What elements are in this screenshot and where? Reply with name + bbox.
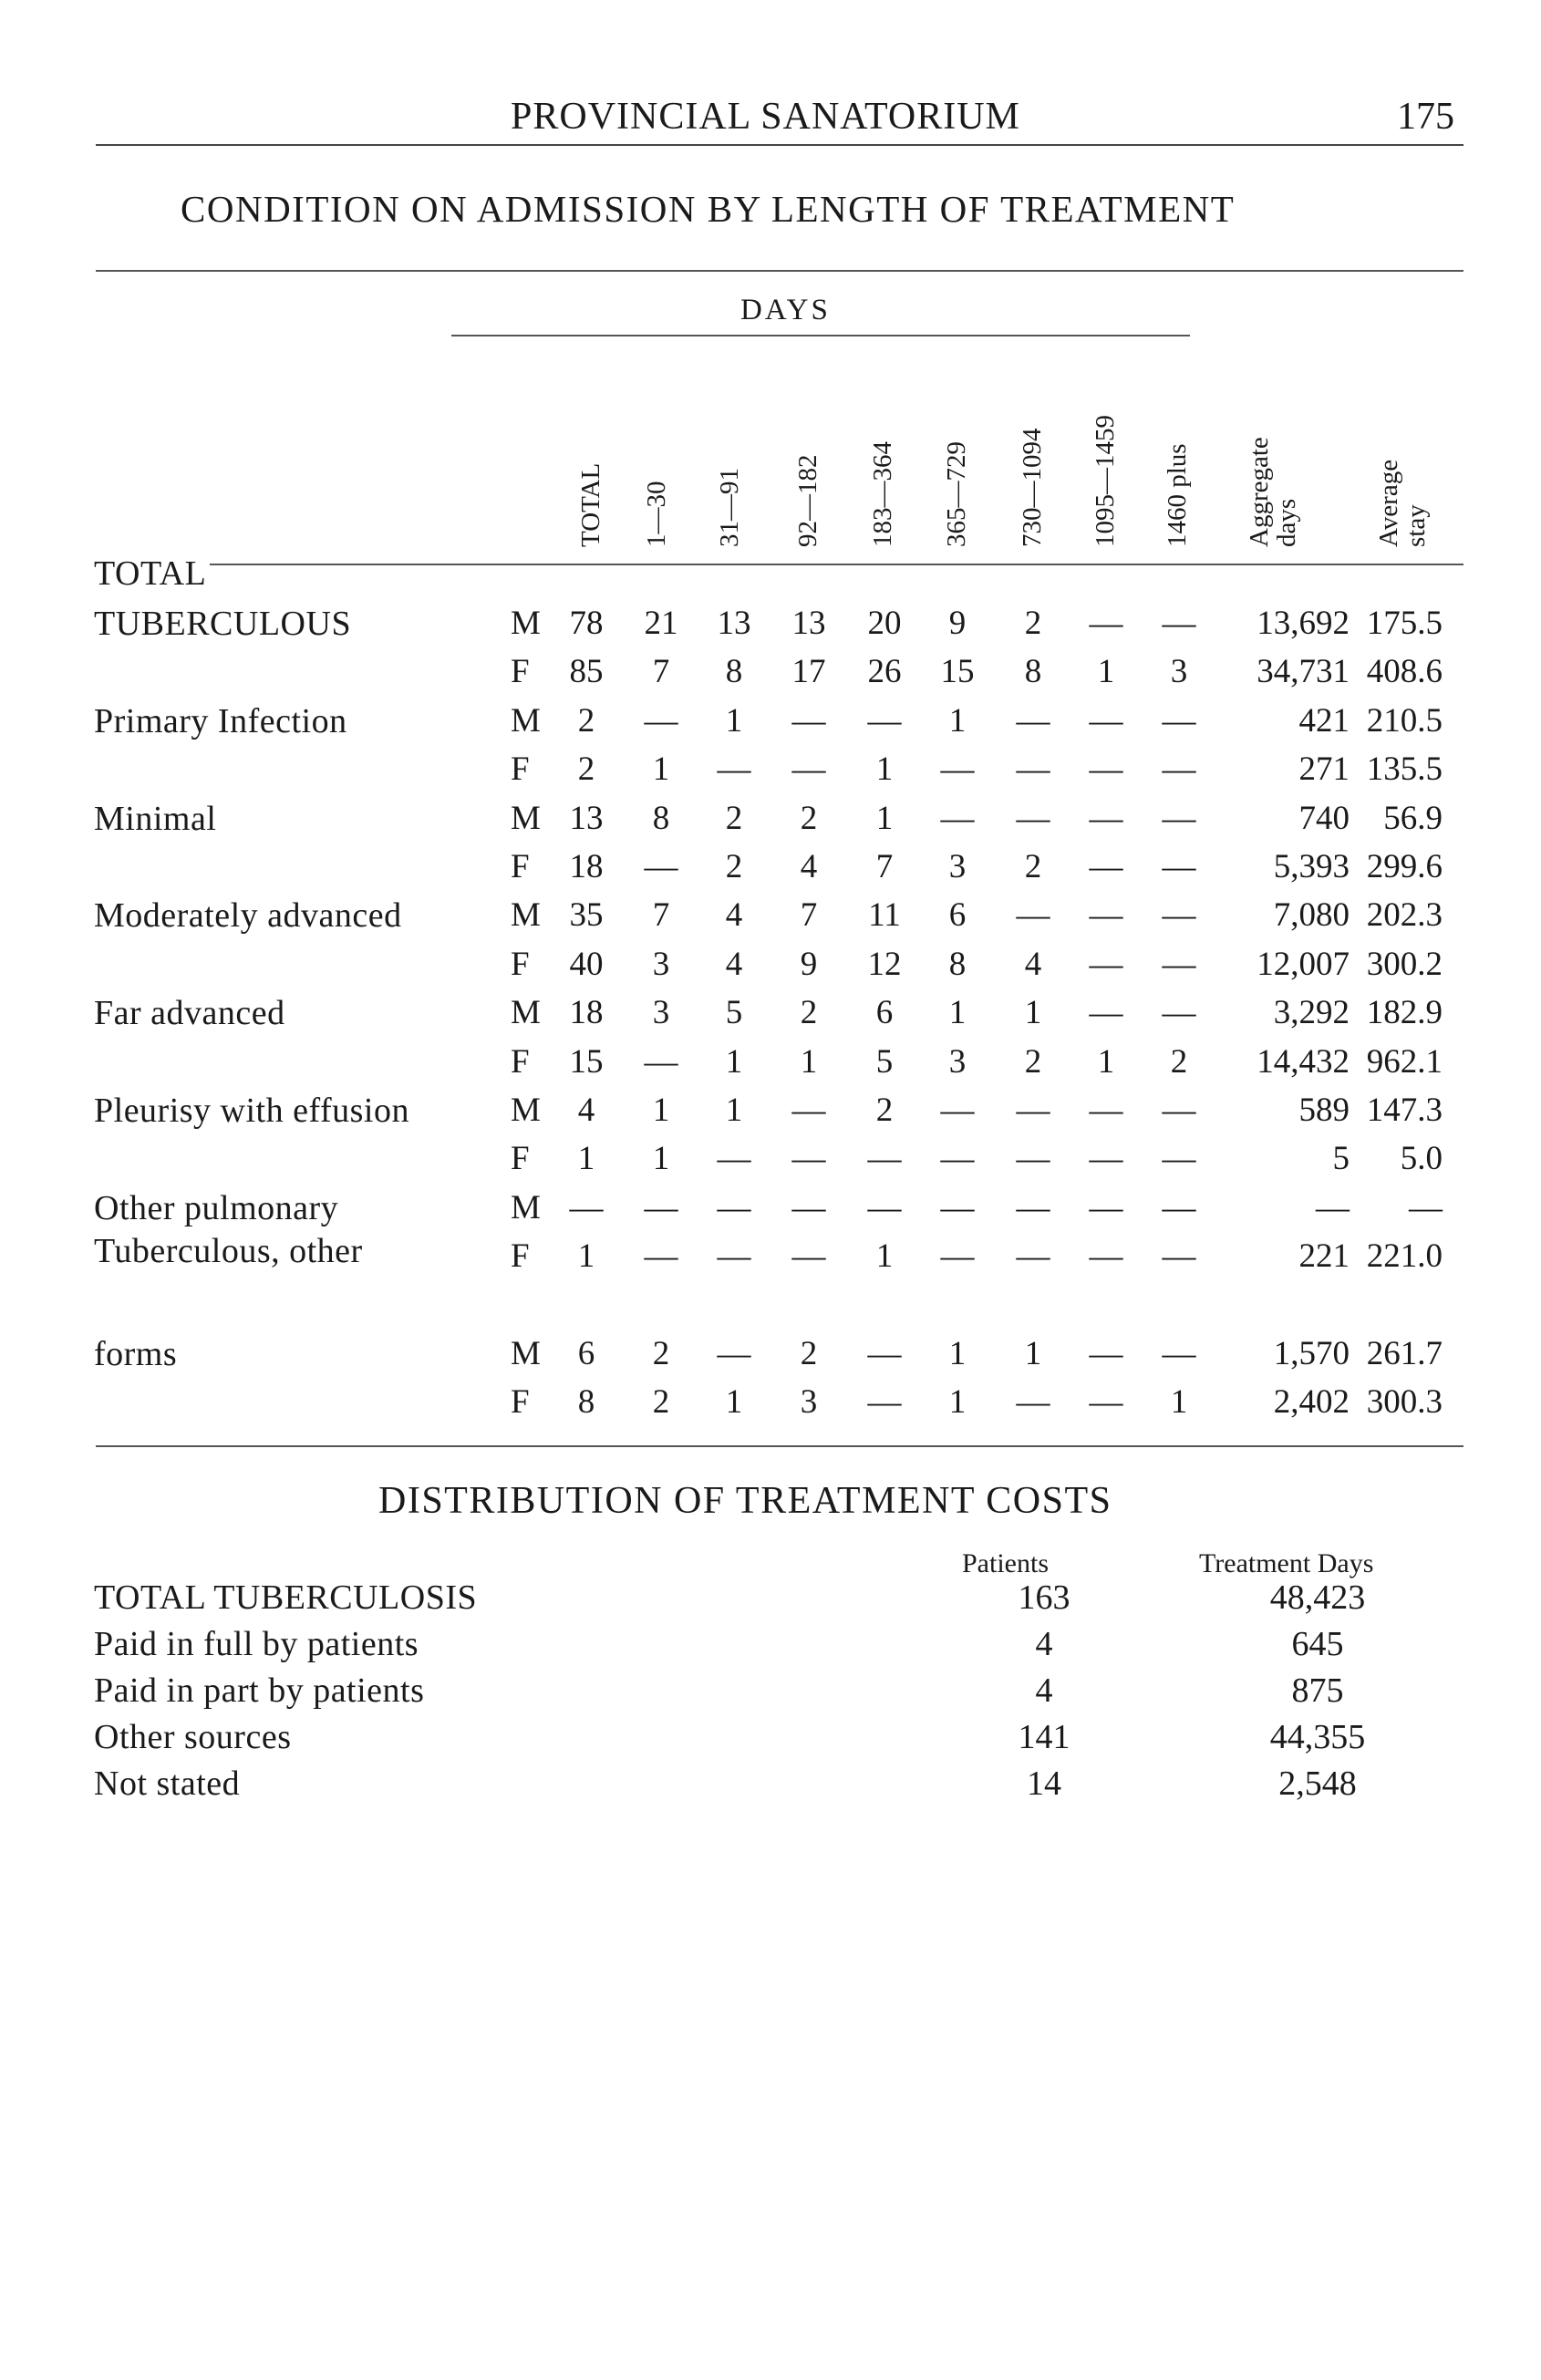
table-cell: 7	[875, 848, 894, 885]
costs-row-label: TOTAL TUBERCULOSIS	[94, 1578, 478, 1617]
treatment-days-value: 875	[1291, 1671, 1344, 1710]
table-cell: 2	[800, 1335, 818, 1372]
table-cell: —	[1016, 1237, 1050, 1276]
table-cell: —	[1409, 1188, 1443, 1226]
row-label-text: forms	[94, 1335, 178, 1373]
table-cell: —	[1162, 1092, 1196, 1129]
table-cell: 182.9	[1366, 994, 1443, 1032]
table-cell: 4	[577, 1092, 595, 1129]
table-cell: 271	[1298, 750, 1350, 789]
table-cell: 5	[1332, 1140, 1350, 1178]
table-cell: 4	[800, 848, 818, 885]
column-header: 730—1094	[1018, 428, 1047, 547]
costs-row-label: Not stated	[94, 1764, 241, 1803]
table-cell: 1	[948, 701, 967, 740]
table-cell: —	[867, 701, 902, 740]
column-header: Aggregate days	[1245, 437, 1301, 547]
table-cell: —	[1089, 1335, 1123, 1372]
table-cell: —	[1089, 701, 1123, 740]
table-cell: 3	[652, 994, 670, 1032]
table-cell: —	[717, 750, 751, 789]
table-cell: 1	[1097, 1042, 1115, 1081]
sex-label: F	[511, 750, 530, 789]
table-cell: 1	[725, 701, 743, 740]
header-bottom-rule	[210, 564, 1463, 565]
table-cell: 1	[725, 1042, 743, 1081]
table-cell: —	[867, 1335, 902, 1372]
table-cell: —	[569, 1188, 604, 1226]
table-cell: 14,432	[1257, 1042, 1350, 1081]
table-cell: 210.5	[1366, 701, 1443, 740]
days-rule	[451, 335, 1190, 336]
table-cell: —	[1089, 994, 1123, 1032]
sex-label: M	[511, 994, 541, 1032]
table-cell: 3	[652, 945, 670, 983]
table-cell: 6	[875, 994, 894, 1032]
table-cell: 7	[652, 653, 670, 691]
sex-label: F	[511, 1237, 530, 1276]
table-cell: —	[791, 750, 826, 789]
table-cell: 12	[867, 945, 902, 983]
table-cell: 1	[800, 1042, 818, 1081]
table-cell: 3	[948, 1042, 967, 1081]
table-cell: 408.6	[1366, 653, 1443, 691]
table-cell: —	[1089, 896, 1123, 935]
patients-value: 14	[1027, 1764, 1061, 1803]
table-cell: 3	[948, 848, 967, 885]
table-cell: 2	[652, 1335, 670, 1372]
table-title: CONDITION ON ADMISSION BY LENGTH OF TREATMENT	[181, 188, 1236, 230]
patients-value: 4	[1035, 1625, 1053, 1663]
table-cell: —	[1016, 701, 1050, 740]
table-cell: 18	[569, 994, 604, 1032]
row-label-text: Moderately advanced	[94, 896, 402, 936]
table-cell: 8	[577, 1383, 595, 1422]
table-cell: 2	[800, 994, 818, 1032]
table-cell: 35	[569, 896, 604, 935]
table-cell: 8	[652, 799, 670, 837]
table-cell: 1	[725, 1383, 743, 1422]
table-cell: —	[1089, 1092, 1123, 1129]
table-cell: 1	[948, 1383, 967, 1422]
table-cell: —	[1162, 1237, 1196, 1276]
table-cell: —	[1162, 848, 1196, 885]
table-cell: 421	[1298, 701, 1350, 740]
treatment-days-value: 2,548	[1278, 1764, 1357, 1803]
table-cell: —	[1316, 1188, 1350, 1226]
table-cell: 1	[948, 1335, 967, 1372]
table-cell: 221	[1298, 1237, 1350, 1276]
table-cell: —	[940, 799, 975, 837]
table-cell: 13	[569, 799, 604, 837]
table-cell: 17	[791, 653, 826, 691]
table-cell: 6	[948, 896, 967, 935]
sex-label: M	[511, 1335, 541, 1372]
table-cell: —	[1089, 750, 1123, 789]
table-cell: —	[1162, 994, 1196, 1032]
table-cell: 1	[577, 1237, 595, 1276]
treatment-days-column-header: Treatment Days	[1199, 1548, 1374, 1578]
sex-label: F	[511, 1383, 530, 1422]
table-cell: 5	[875, 1042, 894, 1081]
table-cell: 15	[569, 1042, 604, 1081]
sex-label: M	[511, 701, 541, 740]
days-label: DAYS	[740, 294, 831, 326]
row-group-label	[94, 604, 351, 644]
table-cell: 2	[1170, 1042, 1188, 1081]
table-cell: 3	[1170, 653, 1188, 691]
sex-label: F	[511, 945, 530, 983]
table-cell: 5	[725, 994, 743, 1032]
table-cell: —	[1162, 701, 1196, 740]
table-cell: 11	[868, 896, 901, 935]
table-cell: 13,692	[1257, 605, 1350, 642]
patients-value: 4	[1035, 1671, 1053, 1710]
table-cell: 20	[867, 605, 902, 642]
table-cell: —	[1089, 848, 1123, 885]
table-cell: 40	[569, 945, 604, 983]
row-label-text: Primary Infection	[94, 701, 347, 740]
table-cell: 1	[1024, 994, 1042, 1032]
table-cell: —	[1089, 1188, 1123, 1226]
row-label-text: Other pulmonary	[94, 1188, 339, 1227]
costs-row-label: Paid in full by patients	[94, 1625, 419, 1663]
table-cell: 2	[577, 701, 595, 740]
table-cell: —	[1089, 945, 1123, 983]
table-cell: 2	[875, 1092, 894, 1129]
table-cell: 7	[800, 896, 818, 935]
column-header: Average stay	[1374, 459, 1431, 547]
table-cell: —	[940, 1237, 975, 1276]
table-cell: —	[1089, 1237, 1123, 1276]
table-cell: 202.3	[1366, 896, 1443, 935]
row-group-label	[94, 1334, 177, 1374]
patients-value: 163	[1018, 1578, 1070, 1617]
table-cell: 740	[1298, 799, 1350, 837]
table-cell: —	[867, 1140, 902, 1178]
table-cell: —	[1016, 799, 1050, 837]
row-label-text: Far advanced	[94, 994, 285, 1033]
table-cell: 6	[577, 1335, 595, 1372]
sex-label: M	[511, 799, 541, 837]
table-cell: 1	[875, 750, 894, 789]
table-cell: —	[644, 1042, 678, 1081]
table-cell: 2	[800, 799, 818, 837]
sex-label: F	[511, 653, 530, 691]
table-cell: 300.3	[1366, 1383, 1443, 1422]
table-cell: 1	[1097, 653, 1115, 691]
table-cell: 13	[717, 605, 751, 642]
table-cell: —	[1016, 750, 1050, 789]
column-header: 1095—1459	[1091, 415, 1120, 547]
table-cell: —	[1162, 799, 1196, 837]
table-cell: —	[1162, 605, 1196, 642]
table-cell: 1	[652, 1140, 670, 1178]
row-group-label	[94, 701, 347, 741]
page-number: 175	[1397, 96, 1454, 138]
table-cell: 21	[644, 605, 678, 642]
table-cell: 56.9	[1383, 799, 1443, 837]
table-cell: —	[1162, 750, 1196, 789]
table-cell: —	[1162, 1335, 1196, 1372]
row-group-label	[94, 799, 216, 839]
table-cell: 7,080	[1273, 896, 1350, 935]
table-bottom-rule	[96, 1445, 1463, 1447]
table-cell: 15	[940, 653, 975, 691]
table-cell: 299.6	[1366, 848, 1443, 885]
table-cell: 2	[652, 1383, 670, 1422]
table-cell: 8	[1024, 653, 1042, 691]
table-cell: —	[791, 1188, 826, 1226]
table-cell: —	[940, 1188, 975, 1226]
table-cell: —	[791, 701, 826, 740]
table-cell: —	[644, 701, 678, 740]
row-group-label: TOTAL	[94, 554, 207, 593]
table-cell: —	[1089, 605, 1123, 642]
table-cell: 8	[725, 653, 743, 691]
table-cell: —	[1162, 1140, 1196, 1178]
table-cell: —	[717, 1188, 751, 1226]
table-cell: —	[1089, 799, 1123, 837]
table-cell: 2	[577, 750, 595, 789]
column-header: 1—30	[642, 481, 671, 547]
table-cell: 1	[1170, 1383, 1188, 1422]
table-cell: —	[644, 1188, 678, 1226]
row-label-text: Pleurisy with effusion	[94, 1092, 409, 1130]
table-cell: 13	[791, 605, 826, 642]
sex-label: M	[511, 1092, 541, 1129]
row-label-text: TUBERCULOUS	[94, 605, 352, 643]
table-cell: 1	[1024, 1335, 1042, 1372]
table-cell: 2	[1024, 605, 1042, 642]
table-cell: 2	[725, 848, 743, 885]
table-cell: 12,007	[1257, 945, 1350, 983]
table-cell: 2	[1024, 1042, 1042, 1081]
table-cell: 221.0	[1366, 1237, 1443, 1276]
table-cell: —	[717, 1237, 751, 1276]
row-group-label	[94, 895, 402, 936]
table-cell: —	[717, 1335, 751, 1372]
table-cell: 1	[577, 1140, 595, 1178]
table-cell: —	[791, 1092, 826, 1129]
table-cell: —	[940, 1092, 975, 1129]
table-cell: —	[867, 1188, 902, 1226]
treatment-days-value: 645	[1291, 1625, 1344, 1663]
table-cell: 4	[1024, 945, 1042, 983]
table-cell: —	[1089, 1383, 1123, 1422]
row-group-label	[94, 1188, 338, 1228]
table-cell: —	[1162, 896, 1196, 935]
table-cell: —	[940, 750, 975, 789]
patients-value: 141	[1018, 1718, 1070, 1756]
table-cell: —	[940, 1140, 975, 1178]
table-cell: 1	[725, 1092, 743, 1129]
table-cell: 3	[800, 1383, 818, 1422]
table-cell: 175.5	[1366, 605, 1443, 642]
table-cell: 2,402	[1273, 1383, 1350, 1422]
table-cell: —	[1162, 1188, 1196, 1226]
table-cell: 962.1	[1366, 1042, 1443, 1081]
table-cell: —	[644, 1237, 678, 1276]
column-header: 365—729	[942, 441, 971, 547]
table-cell: 300.2	[1366, 945, 1443, 983]
table-cell: —	[867, 1383, 902, 1422]
treatment-days-value: 48,423	[1269, 1578, 1366, 1617]
treatment-days-value: 44,355	[1269, 1718, 1366, 1756]
row-group-label: Tuberculous, other	[94, 1231, 363, 1270]
row-label-text: Minimal	[94, 799, 217, 838]
table-cell: 147.3	[1366, 1092, 1443, 1129]
costs-title: DISTRIBUTION OF TREATMENT COSTS	[378, 1480, 1112, 1522]
table-cell: 1	[875, 799, 894, 837]
table-cell: 8	[948, 945, 967, 983]
table-cell: 1	[652, 750, 670, 789]
table-cell: 261.7	[1366, 1335, 1443, 1372]
row-group-label	[94, 993, 285, 1033]
table-cell: —	[791, 1140, 826, 1178]
column-header: 183—364	[868, 441, 897, 547]
sex-label: F	[511, 848, 530, 885]
table-cell: 1	[875, 1237, 894, 1276]
table-cell: —	[1016, 1140, 1050, 1178]
table-cell: —	[1162, 945, 1196, 983]
table-top-rule	[96, 270, 1463, 272]
table-cell: 78	[569, 605, 604, 642]
table-cell: —	[1016, 1188, 1050, 1226]
table-cell: 9	[800, 945, 818, 983]
table-cell: 2	[1024, 848, 1042, 885]
table-cell: 18	[569, 848, 604, 885]
sex-label: F	[511, 1140, 530, 1178]
sex-label: M	[511, 1188, 541, 1226]
patients-column-header: Patients	[962, 1548, 1049, 1578]
table-cell: —	[717, 1140, 751, 1178]
table-cell: —	[1089, 1140, 1123, 1178]
sex-label: F	[511, 1042, 530, 1081]
table-cell: 4	[725, 896, 743, 935]
table-cell: 1	[948, 994, 967, 1032]
column-header: 92—182	[793, 454, 822, 547]
column-header: 31—91	[715, 468, 744, 547]
table-cell: 5.0	[1400, 1140, 1443, 1178]
sex-label: M	[511, 605, 541, 642]
table-cell: 1	[652, 1092, 670, 1129]
table-cell: 589	[1298, 1092, 1350, 1129]
running-head: PROVINCIAL SANATORIUM	[511, 96, 1020, 138]
sex-label: M	[511, 896, 541, 935]
column-header: TOTAL	[576, 462, 605, 547]
table-cell: 34,731	[1257, 653, 1350, 691]
header-rule	[96, 144, 1463, 146]
table-cell: 3,292	[1273, 994, 1350, 1032]
table-cell: 85	[569, 653, 604, 691]
table-cell: —	[1016, 1092, 1050, 1129]
table-cell: 1,570	[1273, 1335, 1350, 1372]
costs-row-label: Paid in part by patients	[94, 1671, 425, 1710]
table-cell: —	[1016, 1383, 1050, 1422]
table-cell: —	[791, 1237, 826, 1276]
table-cell: 7	[652, 896, 670, 935]
column-header: 1460 plus	[1163, 443, 1192, 547]
table-cell: 9	[948, 605, 967, 642]
table-cell: 135.5	[1366, 750, 1443, 789]
row-group-label	[94, 1091, 409, 1131]
costs-row-label: Other sources	[94, 1718, 292, 1756]
table-cell: 2	[725, 799, 743, 837]
table-cell: —	[644, 848, 678, 885]
table-cell: 5,393	[1273, 848, 1350, 885]
table-cell: —	[1016, 896, 1050, 935]
table-cell: 4	[725, 945, 743, 983]
table-cell: 26	[867, 653, 902, 691]
